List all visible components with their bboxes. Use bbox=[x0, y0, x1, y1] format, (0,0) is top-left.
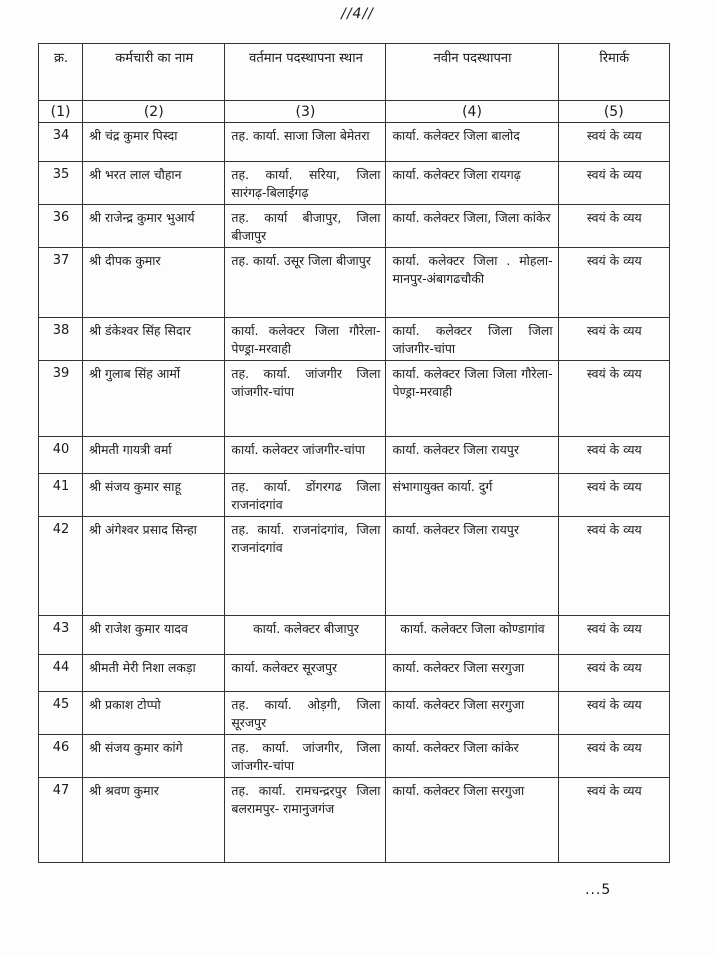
current-posting: तह. कार्या. रामचन्द्ररपुर जिला बलरामपुर- रामानुजगंज bbox=[225, 778, 386, 863]
transfer-table bbox=[38, 43, 670, 863]
new-posting: कार्या. कलेक्टर जिला सरगुजा bbox=[386, 655, 558, 692]
table-row bbox=[39, 123, 670, 162]
table-row bbox=[39, 248, 670, 318]
remark: स्वयं के व्यय bbox=[558, 361, 669, 437]
table-row bbox=[39, 735, 670, 778]
remark: स्वयं के व्यय bbox=[558, 437, 669, 474]
current-posting: तह. कार्या. ओड़गी, जिला सूरजपुर bbox=[225, 692, 386, 735]
remark: स्वयं के व्यय bbox=[558, 162, 669, 205]
employee-name: श्री डंकेश्वर सिंह सिदार bbox=[83, 318, 225, 361]
remark: स्वयं के व्यय bbox=[558, 692, 669, 735]
current-posting: तह. कार्या बीजापुर, जिला बीजापुर bbox=[225, 205, 386, 248]
new-posting: कार्या. कलेक्टर जिला जिला गौरेला-पेण्ड्रा-मरवाही bbox=[386, 361, 558, 437]
serial-number: 40 bbox=[39, 437, 83, 474]
new-posting: कार्या. कलेक्टर जिला, जिला कांकेर bbox=[386, 205, 558, 248]
table-row bbox=[39, 205, 670, 248]
column-number-row bbox=[39, 101, 670, 123]
serial-number: 39 bbox=[39, 361, 83, 437]
employee-name: श्रीमती मेरी निशा लकड़ा bbox=[83, 655, 225, 692]
column-number: (4) bbox=[386, 101, 558, 123]
serial-number: 45 bbox=[39, 692, 83, 735]
employee-name: श्री दीपक कुमार bbox=[83, 248, 225, 318]
current-posting: तह. कार्या. डोंगरगढ जिला राजनांदगांव bbox=[225, 474, 386, 517]
remark: स्वयं के व्यय bbox=[558, 205, 669, 248]
table-row bbox=[39, 318, 670, 361]
new-posting: कार्या. कलेक्टर जिला रायपुर bbox=[386, 517, 558, 616]
current-posting: तह. कार्या. जांजगीर जिला जांजगीर-चांपा bbox=[225, 361, 386, 437]
serial-number: 34 bbox=[39, 123, 83, 162]
serial-number: 44 bbox=[39, 655, 83, 692]
serial-number: 37 bbox=[39, 248, 83, 318]
remark: स्वयं के व्यय bbox=[558, 474, 669, 517]
serial-number: 47 bbox=[39, 778, 83, 863]
table-row bbox=[39, 616, 670, 655]
serial-number: 36 bbox=[39, 205, 83, 248]
next-page-marker: ...5 bbox=[585, 882, 612, 898]
header-current-posting: वर्तमान पदस्थापना स्थान bbox=[225, 44, 386, 101]
page-number: //4// bbox=[341, 6, 374, 22]
new-posting: कार्या. कलेक्टर जिला कांकेर bbox=[386, 735, 558, 778]
employee-name: श्री अंगेश्वर प्रसाद सिन्हा bbox=[83, 517, 225, 616]
column-number: (5) bbox=[558, 101, 669, 123]
serial-number: 46 bbox=[39, 735, 83, 778]
table-row bbox=[39, 474, 670, 517]
employee-name: श्री श्रवण कुमार bbox=[83, 778, 225, 863]
remark: स्वयं के व्यय bbox=[558, 735, 669, 778]
new-posting: कार्या. कलेक्टर जिला रायगढ़ bbox=[386, 162, 558, 205]
header-new-posting: नवीन पदस्थापना bbox=[386, 44, 558, 101]
column-number: (1) bbox=[39, 101, 83, 123]
new-posting: कार्या. कलेक्टर जिला बालोद bbox=[386, 123, 558, 162]
current-posting: कार्या. कलेक्टर जिला गौरेला-पेण्ड्रा-मरवाही bbox=[225, 318, 386, 361]
table-row bbox=[39, 437, 670, 474]
new-posting: कार्या. कलेक्टर जिला कोण्डागांव bbox=[386, 616, 558, 655]
current-posting: तह. कार्या. राजनांदगांव, जिला राजनांदगांव bbox=[225, 517, 386, 616]
remark: स्वयं के व्यय bbox=[558, 123, 669, 162]
header-row bbox=[39, 44, 670, 101]
table-row bbox=[39, 655, 670, 692]
column-number: (3) bbox=[225, 101, 386, 123]
remark: स्वयं के व्यय bbox=[558, 517, 669, 616]
serial-number: 38 bbox=[39, 318, 83, 361]
current-posting: तह. कार्या. जांजगीर, जिला जांजगीर-चांपा bbox=[225, 735, 386, 778]
serial-number: 35 bbox=[39, 162, 83, 205]
employee-name: श्री भरत लाल चौहान bbox=[83, 162, 225, 205]
table-row bbox=[39, 162, 670, 205]
new-posting: संभागायुक्त कार्या. दुर्ग bbox=[386, 474, 558, 517]
current-posting: कार्या. कलेक्टर सूरजपुर bbox=[225, 655, 386, 692]
column-number: (2) bbox=[83, 101, 225, 123]
table-row bbox=[39, 517, 670, 616]
employee-name: श्री प्रकाश टोप्पो bbox=[83, 692, 225, 735]
employee-name: श्री राजेन्द्र कुमार भुआर्य bbox=[83, 205, 225, 248]
employee-name: श्री राजेश कुमार यादव bbox=[83, 616, 225, 655]
remark: स्वयं के व्यय bbox=[558, 616, 669, 655]
new-posting: कार्या. कलेक्टर जिला जिला जांजगीर-चांपा bbox=[386, 318, 558, 361]
serial-number: 42 bbox=[39, 517, 83, 616]
new-posting: कार्या. कलेक्टर जिला . मोहला-मानपुर-अंबागढचौकी bbox=[386, 248, 558, 318]
employee-name: श्री चंद्र कुमार पिस्दा bbox=[83, 123, 225, 162]
header-serial: क्र. bbox=[39, 44, 83, 101]
current-posting: तह. कार्या. उसूर जिला बीजापुर bbox=[225, 248, 386, 318]
employee-name: श्री संजय कुमार साहू bbox=[83, 474, 225, 517]
current-posting: कार्या. कलेक्टर जांजगीर-चांपा bbox=[225, 437, 386, 474]
remark: स्वयं के व्यय bbox=[558, 248, 669, 318]
employee-name: श्रीमती गायत्री वर्मा bbox=[83, 437, 225, 474]
header-remark: रिमार्क bbox=[558, 44, 669, 101]
current-posting: कार्या. कलेक्टर बीजापुर bbox=[225, 616, 386, 655]
serial-number: 43 bbox=[39, 616, 83, 655]
remark: स्वयं के व्यय bbox=[558, 778, 669, 863]
remark: स्वयं के व्यय bbox=[558, 655, 669, 692]
serial-number: 41 bbox=[39, 474, 83, 517]
current-posting: तह. कार्या. साजा जिला बेमेतरा bbox=[225, 123, 386, 162]
table-row bbox=[39, 361, 670, 437]
remark: स्वयं के व्यय bbox=[558, 318, 669, 361]
new-posting: कार्या. कलेक्टर जिला सरगुजा bbox=[386, 692, 558, 735]
table-row bbox=[39, 692, 670, 735]
new-posting: कार्या. कलेक्टर जिला रायपुर bbox=[386, 437, 558, 474]
current-posting: तह. कार्या. सरिया, जिला सारंगढ़-बिलाईगढ़ bbox=[225, 162, 386, 205]
table-row bbox=[39, 778, 670, 863]
new-posting: कार्या. कलेक्टर जिला सरगुजा bbox=[386, 778, 558, 863]
header-employee-name: कर्मचारी का नाम bbox=[83, 44, 225, 101]
employee-name: श्री गुलाब सिंह आर्मो bbox=[83, 361, 225, 437]
employee-name: श्री संजय कुमार कांगे bbox=[83, 735, 225, 778]
